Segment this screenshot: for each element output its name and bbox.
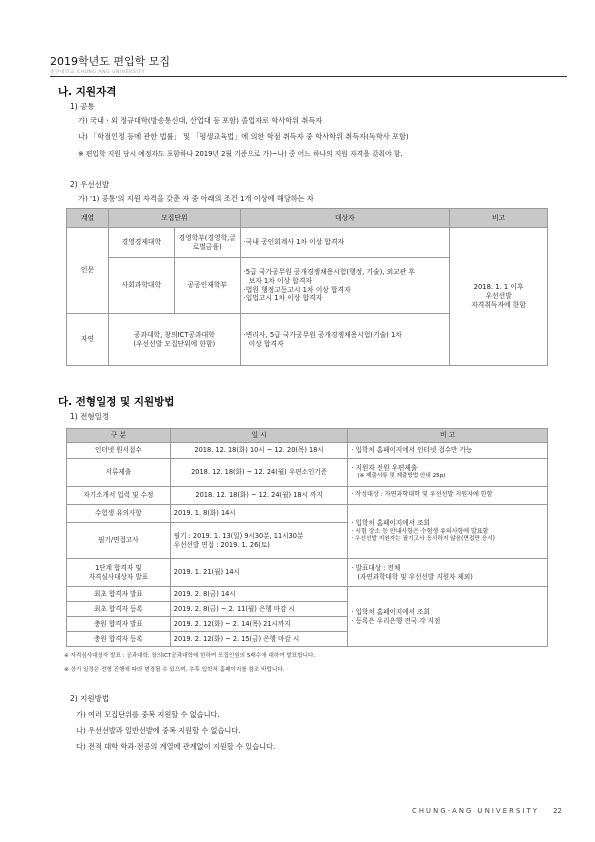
method-item: 나) 우선선발과 일반선발에 중복 지원할 수 없습니다. xyxy=(76,726,241,735)
section-heading-eligibility: 나. 지원자격 xyxy=(58,86,117,98)
remark-line: 2018. 1. 1 이후 xyxy=(473,283,524,292)
target-line: ·5급 국가공무원 공개경쟁채용시험(행정, 기술), 외교관 후 xyxy=(243,267,415,276)
remark-cell-merged xyxy=(348,505,548,559)
schedule-note: ※ 상기 일정은 전형 진행에 따라 변경될 수 있으며, 추후 입학처 홈페이지를 참조 바랍니다. xyxy=(64,667,285,673)
category-cell: 최초 합격자 발표 xyxy=(67,587,171,602)
footer-brand: CHUNG-ANG UNIVERSITY xyxy=(412,807,540,815)
category-cell: 충원 합격자 발표 xyxy=(67,617,171,632)
college-line: 공과대학, 창의ICT공과대학 xyxy=(133,330,215,339)
header-target: 대상자 xyxy=(240,209,450,228)
remark-cell xyxy=(348,459,548,487)
header-remark: 비 고 xyxy=(348,429,548,443)
remark-cell: · 작성대상 : 자연과학대학 및 우선선발 지원자에 한함 xyxy=(348,487,548,505)
datetime-cell: 2019. 1. 21(월) 14시 xyxy=(170,559,348,587)
priority-item: 가) '1) 공통'의 지원 자격을 갖춘 자 중 아래의 조건 1개 이상에 해당하는 자 xyxy=(78,194,314,203)
category-cell: 수험생 유의사항 xyxy=(67,505,171,523)
category-cell xyxy=(67,559,171,587)
remark-line: · 발표대상 : 전체 xyxy=(351,563,401,572)
field-science: 자연 xyxy=(67,314,109,366)
table-row xyxy=(67,559,548,587)
page-number: 22 xyxy=(553,807,562,815)
datetime-line: 우선선발 면접 : 2019. 1. 26(토) xyxy=(173,540,270,549)
document-title: 2019학년도 편입학 모집 xyxy=(50,55,170,68)
table-row xyxy=(67,228,548,258)
target-line: ·변리사, 5급 국가공무원 공개경쟁채용시험(기술) 1차 xyxy=(243,330,402,339)
target-line: ·법원 행정고등고시 1차 이상 합격자 xyxy=(243,285,351,294)
datetime-cell: 2019. 2. 12(화) ~ 2. 14(목) 21시까지 xyxy=(170,617,348,632)
datetime-cell: 2019. 1. 8(화) 14시 xyxy=(170,505,348,523)
document-subtitle: 중앙대학교 CHUNG ANG UNIVERSITY xyxy=(50,70,145,75)
header-rule xyxy=(50,76,567,77)
college-cell: 사회과학대학 xyxy=(108,258,174,314)
remark-line: (자연과학대학 및 우선선발 지원자 제외) xyxy=(357,572,473,581)
category-cell: 서류제출 xyxy=(67,459,171,487)
remark-line: · 입학처 홈페이지에서 조회 xyxy=(351,519,430,528)
category-line: 1단계 합격자 및 xyxy=(95,563,142,572)
category-cell: 충원 합격자 등록 xyxy=(67,632,171,647)
unit-cell: 공공인재학부 xyxy=(174,258,240,314)
datetime-cell: 2018. 12. 18(화) 10시 ~ 12. 20(목) 18시 xyxy=(170,443,348,459)
remark-line: (※ 제출서류 및 제출방법 안내 25p) xyxy=(357,473,446,480)
table-row xyxy=(67,443,548,459)
college-cell xyxy=(108,314,240,366)
table-row xyxy=(67,487,548,505)
target-line: 이상 합격자 xyxy=(248,339,284,348)
remark-line: · 시험 장소 등 안내사항은 수험생 유의사항에 발표함 xyxy=(351,528,489,536)
datetime-cell: 2018. 12. 18(화) ~ 12. 24(월) 18시 까지 xyxy=(170,487,348,505)
category-cell: 자기소개서 입력 및 수정 xyxy=(67,487,171,505)
college-line: (우선선발 모집단위에 한함) xyxy=(133,339,216,348)
common-item: 나) 「학점인정 등에 관한 법률」 및 「평생교육법」에 의한 학점 취득자 중 학사학위 취득자(독학사 포함) xyxy=(78,132,409,141)
field-humanities: 인문 xyxy=(67,228,109,314)
category-cell: 필기/면접고사 xyxy=(67,523,171,559)
category-line: 자격심사대상자 발표 xyxy=(88,572,149,581)
common-item: 가) 국내ㆍ외 정규대학(방송통신대, 산업대 등 포함) 졸업자로 학사학위 취득자 xyxy=(78,116,323,125)
section-heading-schedule: 다. 전형일정 및 지원방법 xyxy=(58,396,175,408)
target-cell xyxy=(240,258,450,314)
schedule-note: ※ 자격심사대상자 발표 : 공과대학, 창의ICT공과대학에 한하여 모집인원의 5배수에 대하여 발표합니다. xyxy=(64,653,316,659)
table-row xyxy=(67,459,548,487)
priority-label: 2) 우선선발 xyxy=(70,180,110,189)
header-remark: 비고 xyxy=(450,209,548,228)
schedule-label: 1) 전형일정 xyxy=(70,412,110,421)
datetime-cell xyxy=(170,523,348,559)
method-label: 2) 지원방법 xyxy=(70,694,110,703)
common-label: 1) 공통 xyxy=(70,102,95,111)
category-cell: 인터넷 원서접수 xyxy=(67,443,171,459)
unit-cell: 경영학부(경영학,글로벌금융) xyxy=(174,228,240,258)
target-line: 보자 1차 이상 합격자 xyxy=(248,276,312,285)
remark-cell: · 입학처 홈페이지에서 인터넷 접수만 가능 xyxy=(348,443,548,459)
college-cell: 경영경제대학 xyxy=(108,228,174,258)
datetime-line: 필기 : 2019. 1. 13(일) 9시30분, 11시30분 xyxy=(173,531,304,540)
target-cell: ·국내 공인회계사 1차 이상 합격자 xyxy=(240,228,450,258)
schedule-table xyxy=(66,428,548,647)
remark-line: · 우선선발 지원자는 필기고사 응시하지 않음(면접만 응시) xyxy=(351,536,495,543)
remark-line: 우선선발 xyxy=(485,292,512,301)
common-note: ※ 편입학 지원 당시 예정자도 포함하나 2019년 2월 기준으로 가)~나) 중 어느 하나의 지원 자격을 갖춰야 함. xyxy=(78,150,403,158)
remark-line: · 지원자 전원 우편제출 xyxy=(351,464,418,473)
header-field: 계열 xyxy=(67,209,109,228)
target-line: ·입법고시 1차 이상 합격자 xyxy=(243,294,323,303)
header-datetime: 일 시 xyxy=(170,429,348,443)
remark-line: · 입학처 홈페이지에서 조회 xyxy=(351,607,430,616)
remark-cell xyxy=(450,228,548,366)
datetime-cell: 2019. 2. 8(금) 14시 xyxy=(170,587,348,602)
datetime-cell: 2019. 2. 8(금) ~ 2. 11(월) 은행 마감 시 xyxy=(170,602,348,617)
method-item: 가) 여러 모집단위를 중복 지원할 수 없습니다. xyxy=(76,710,220,719)
remark-cell xyxy=(348,559,548,587)
target-cell xyxy=(240,314,450,366)
table-row xyxy=(67,505,548,523)
header-category: 구 분 xyxy=(67,429,171,443)
datetime-cell: 2018. 12. 18(화) ~ 12. 24(월) 우편소인기준 xyxy=(170,459,348,487)
category-cell: 최초 합격자 등록 xyxy=(67,602,171,617)
datetime-cell: 2019. 2. 12(화) ~ 2. 15(금) 은행 마감 시 xyxy=(170,632,348,647)
header-unit: 모집단위 xyxy=(108,209,240,228)
method-item: 다) 전적 대학 학과·전공의 계열에 관계없이 지원할 수 있습니다. xyxy=(76,742,276,751)
remark-line: · 등록은 우리은행 전국 각 지점 xyxy=(351,616,441,625)
eligibility-table xyxy=(66,208,548,366)
remark-line: 자격취득자에 한함 xyxy=(471,300,526,309)
remark-cell-merged xyxy=(348,587,548,647)
table-row xyxy=(67,587,548,602)
